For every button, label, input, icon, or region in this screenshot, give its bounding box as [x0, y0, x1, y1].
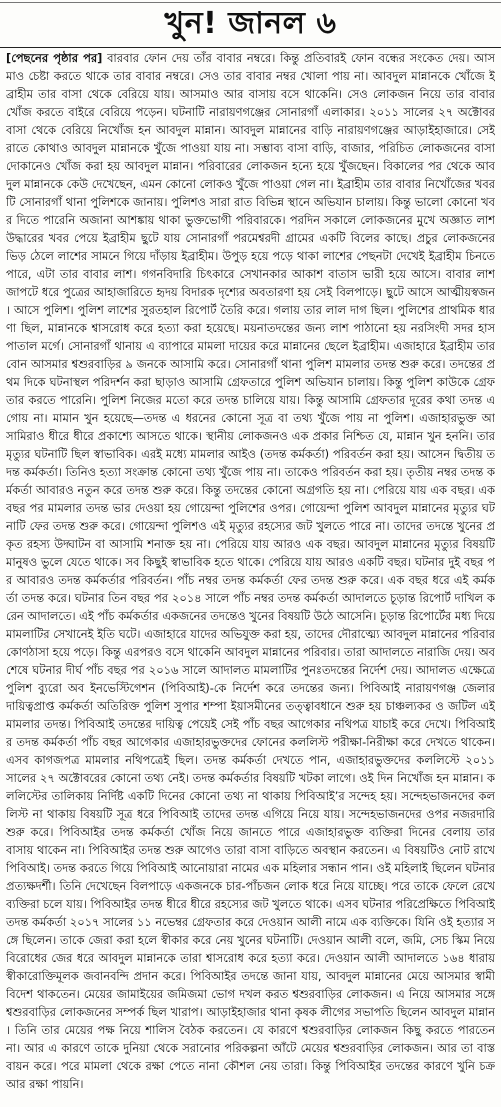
headline: খুন! জানল ৬ [164, 6, 337, 41]
article-text: বারবার ফোন দেয় তাঁর বাবার নম্বরে। কিন্তু প্রতিবারই ফোন বন্ধের সংকেত দেয়। আসমাও চেষ্টা করতে থাকে তার বাবার নম্বরে। সেও তার বাবার নম্বর খোলা পায় না। আবদুল মান্নানকে খোঁজে ইব্রাহীম তার বাসা থেকে বেরিয়ে যায়। আসমাও আর বাসায় বসে থাকেনি। সেও লোকজন নিয়ে তার বাবার খোঁজ করতে বাইরে বেরিয়ে পড়েন। ঘটনাটি নারায়ণগঞ্জের সোনারগাঁ এলাকার। ২০১১ সালের ২৭ অক্টোবর বাসা থেকে বেরিয়ে নিখোঁজ হন আবদুল মান্নান। আবদুল মান্নানের বাড়ি নারায়ণগঞ্জের আড়াইহাজারে। সেই রাতে কোথাও আবদুল মান্নানকে খুঁজে পাওয়া যায় না। সম্ভাব্য বাসা বাড়ি, বাজার, পরিচিত লোকজনের বাসা দোকানেও খোঁজ করা হয় আবদুল মান্নান। পরিবারের লোকজন হন্যে হয়ে খুঁজছেন। বিকালের পর থেকে আবদুল মান্নানকে কেউ দেখেছেন, এমন কোনো লোকও খুঁজে পাওয়া গেল না। ইব্রাহীম তার বাবার নিখোঁজের খবরটি সোনারগাঁ থানা পুলিশকে জানায়। পুলিশও সারা রাত বিভিন্ন স্থানে অভিযান চালায়। কিন্তু ভালো কোনো খবর দিতে পারেনি অজানা আশঙ্কায় থাকা ভুক্তভোগী পরিবারকে। পরদিন সকালে লোকজনের মুখে অজ্ঞাত লাশ উদ্ধারের খবর পেয়ে ইব্রাহীম ছুটে যায় সোনারগাঁ পরমেশ্বরদী গ্রামের একটি বিলের কাছে। প্রচুর লোকজনের ভিড় ঠেলে লাশের সামনে গিয়ে দাঁড়ায় ইব্রাহীম। উপুড় হয়ে পড়ে থাকা লাশের পেছনটা দেখেই ইব্রাহীম চিনতে পারে, এটা তার বাবার লাশ। গগনবিদারি চিৎকারে সেখানকার আকাশ বাতাস ভারী হয়ে আসে। বাবার লাশ জাপটে ধরে পুত্রের আহাজারিতে হৃদয় বিদারক দৃশ্যের অবতারণা হয় সেই বিলপাড়ে। ছুটে আসে আত্মীয়স্বজন। আসে পুলিশ। পুলিশ লাশের সুরতহাল রিপোর্ট তৈরি করে। গলায় তার লাল দাগ ছিল। পুলিশের প্রাথমিক ধারণা ছিল, মান্নানকে শ্বাসরোধ করে হত্যা করা হয়েছে। ময়নাতদন্তের জন্য লাশ পাঠানো হয় নরসিংদী সদর হাসপাতাল মর্গে। সোনারগাঁ থানায় এ ব্যাপারে মামলা দায়ের করে মান্নানের ছেলে ইব্রাহীম। এজাহারে ইব্রাহীম তার বোন আসমার শ্বশুরবাড়ির ৯ জনকে আসামি করে। সোনারগাঁ থানা পুলিশ মামলার তদন্ত শুরু করে। তদন্তের প্রথম দিকে ঘটনাস্থল পরিদর্শন করা ছাড়াও আসামি গ্রেফতারে পুলিশ অভিযান চালায়। কিন্তু পুলিশ কাউকে গ্রেফতার করতে পারেনি। পুলিশ নিজের মতো করে তদন্ত চালিয়ে যায়। কিন্তু আসামি গ্রেফতার দূরের কথা তদন্ত এগোয় না। মামান খুন হয়েছে—তদন্ত এ ধরনের কোনো সূত্র বা তথ্য খুঁজে পায় না পুলিশ। এজাহারভুক্ত আসামিরাও ধীরে ধীরে প্রকাশ্যে আসতে থাকে। স্থানীয় লোকজনও এক প্রকার নিশ্চিত যে, মান্নান খুন হননি। তার মৃত্যুর ঘটনাটি ছিল স্বাভাবিক। এরই মধ্যে মামলার আইও (তদন্ত কর্মকর্তা) পরিবর্তন করা হয়। আসেন দ্বিতীয় তদন্ত কর্মকর্তা। তিনিও হত্যা সংক্রান্ত কোনো তথ্য খুঁজে পায় না। তাকেও পরিবর্তন করা হয়। তৃতীয় নম্বর তদন্ত কর্মকর্তা আবারও নতুন করে তদন্ত শুরু করে। কিন্তু তদন্তের কোনো অগ্রগতি হয় না। পেরিয়ে যায় এক বছর। এক বছর পর মামলার তদন্ত ভার দেওয়া হয় গোয়েন্দা পুলিশের ওপর। গোয়েন্দা পুলিশ আবদুল মান্নানের মৃত্যুর ঘটনাটি ফের তদন্ত শুরু করে। গোয়েন্দা পুলিশও এই মৃত্যুর রহস্যের জট খুলতে পারে না। তাদের তদন্তে খুনের প্রকৃত রহস্য উদ্ঘাটন বা আসামি শনাক্ত হয় না। পেরিয়ে যায় আরও এক বছর। আবদুল মান্নানের মৃত্যুর বিষয়টি মানুষও ভুলে যেতে থাকে। সব কিছুই স্বাভাবিক হতে থাকে। পেরিয়ে যায় আরও একটি বছর। ঘটনার দুই বছর পর আবারও তদন্ত কর্মকর্তার পরিবর্তন। পাঁচ নম্বর তদন্ত কর্মকর্তা ফের তদন্ত শুরু করে। এক বছর ধরে এই কর্মকর্তা তদন্ত করে। ঘটনার তিন বছর পর ২০১৪ সালে পাঁচ নম্বর তদন্ত কর্মকর্তা আদালতে চূড়ান্ত রিপোর্ট দাখিল করেন আদালতে। এই পাঁচ কর্মকর্তার একজনের তদন্তেও খুনের বিষয়টি উঠে আসেনি। চূড়ান্ত রিপোর্টের মধ্য দিয়ে মামলাটির সেখানেই ইতি ঘটে। এজাহারে যাদের অভিযুক্ত করা হয়, তাদের দৌরাত্ম্যে আবদুল মান্নানের পরিবার কোণঠাসা হয়ে পড়ে। কিন্তু এরপরও বসে থাকেনি আবদুল মান্নানের পরিবার। তারা আদালতে নারাজি দেয়। অবশেষে ঘটনার দীর্ঘ পাঁচ বছর পর ২০১৬ সালে আদালত মামলাটির পুনঃতদন্তের নির্দেশ দেয়। আদালত এক্ষেত্রে পুলিশ ব্যুরো অব ইনভেস্টিগেশন (পিবিআই)-কে নির্দেশ করে তদন্তের জন্য। পিবিআই নারায়ণগঞ্জ জেলার দায়িত্বপ্রাপ্ত কর্মকর্তা অতিরিক্ত পুলিশ সুপার শম্পা ইয়াসমীনের তত্ত্বাবধানে শুরু হয় চাঞ্চল্যকর ও জটিল এই মামলার তদন্ত। পিবিআই তদন্তের দায়িত্ব পেয়েই সেই পাঁচ বছর আগেকার নথিপত্র যাচাই করে দেখে। পিবিআইর তদন্ত কর্মকর্তা পাঁচ বছর আগেকার এজাহারভুক্তদের ফোনের কললিস্ট পরীক্ষা-নিরীক্ষা করে দেখতে থাকেন। এসব কাগজপত্র মামলার নথিপত্রেই ছিল। তদন্ত কর্মকর্তা দেখতে পান, এজাহারভুক্তদের কললিস্টে ২০১১ সালের ২৭ অক্টোবরের কোনো তথ্য নেই। তদন্ত কর্মকর্তার বিষয়টি খটকা লাগে। ওই দিন নিখোঁজ হন মান্নান। কললিস্টের তালিকায় নির্দিষ্ট একটি দিনের কোনো তথ্য না থাকায় পিবিআই’র সন্দেহ হয়। সন্দেহভাজনদের কললিস্ট না থাকায় বিষয়টি সূত্র ধরে পিবিআই তাদের তদন্ত এগিয়ে নিয়ে যায়। সন্দেহভাজনদের ওপর নজরদারি শুরু করে। পিবিআইর তদন্ত কর্মকর্তা খোঁজ নিয়ে জানতে পারে এজাহারভুক্ত ব্যক্তিরা দিনের বেলায় তার বাসায় থাকেন না। পিবিআইর তদন্ত শুরু আগেও তারা বাসা বাড়িতে অবস্থান করতেন। এ বিষয়টিও নোট রাখে পিবিআই। তদন্ত করতে গিয়ে পিবিআই আনোয়ারা নামের এক মহিলার সন্ধান পান। ওই মহিলাই ছিলেন ঘটনার প্রত্যক্ষদর্শী। তিনি দেখেছেন বিলপাড়ে একজনকে চার-পাঁচজন লোক ধরে নিয়ে যাচ্ছে। পরে তাকে ফেলে রেখে ব্যক্তিরা চলে যায়। পিবিআইর তদন্ত ধীরে ধীরে রহস্যের জট খুলতে থাকে। এসব ঘটনার পরিপ্রেক্ষিতে পিবিআই তদন্ত কর্মকর্তা ২০১৭ সালের ১১ নভেম্বর গ্রেফতার করে দেওয়ান আলী নামে এক ব্যক্তিকে। যিনি ওই হত্যার সঙ্গে ছিলেন। তাকে জেরা করা হলে স্বীকার করে নেয় খুনের ঘটনাটি। দেওয়ান আলী বলে, জমি, সেচ স্কিম নিয়ে বিরোধের জের ধরে আবদুল মান্নানকে তারা শ্বাসরোধ করে হত্যা করে। দেওয়ান আলী আদালতে ১৬৪ ধারায় স্বীকারোক্তিমূলক জবানবন্দি প্রদান করে। পিবিআইর তদন্তে জানা যায়, আবদুল মান্নানের মেয়ে আসমার স্বামী বিদেশ থাকতেন। মেয়ের জামাইয়ের জমিজমা ভোগ দখল করত শ্বশুরবাড়ির লোকজন। এ নিয়ে আসমার সঙ্গে শ্বশুরবাড়ির লোকজনের সম্পর্ক ছিল খারাপ। আড়াইহাজার থানা কৃষক লীগের সভাপতি ছিলেন আবদুল মান্নান। তিনি তার মেয়ের পক্ষ নিয়ে শালিস বৈঠক করতেন। যে কারণে শ্বশুরবাড়ির লোকজন কিছু করতে পারতেন না। আর এ কারণে তাকে দুনিয়া থেকে সরানোর পরিকল্পনা আঁটে মেয়ের শ্বশুরবাড়ির লোকজন। আর তা বাস্তবায়ন করে। পরে মামলা থেকে রক্ষা পেতে নানা কৌশল নেয় তারা। কিন্তু পিবিআইর তদন্তের কারণে খুনি চক্র আর রক্ষা পায়নি। [6, 51, 495, 1091]
top-rule [0, 2, 501, 3]
article-paragraph [6, 49, 495, 1093]
continued-from-kicker: [পেছনের পৃষ্ঠার পর] [6, 51, 103, 65]
article-body [6, 49, 495, 1105]
headline-rule [0, 47, 501, 48]
